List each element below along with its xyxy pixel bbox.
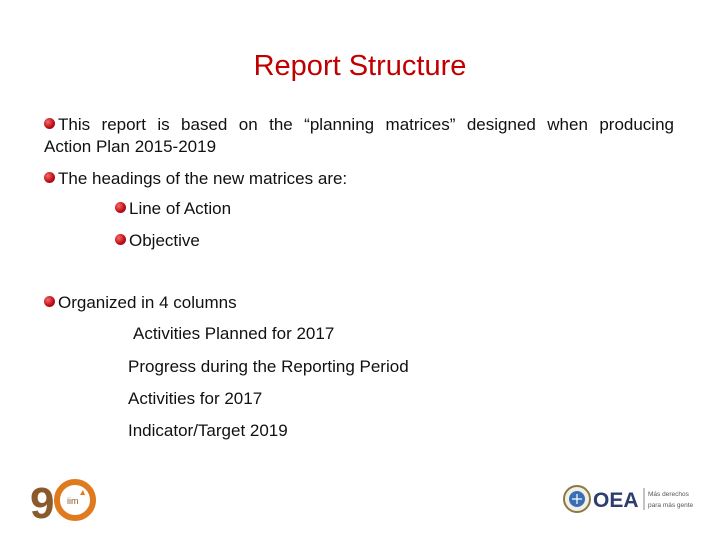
bullet-paragraph-1-line-2: Action Plan 2015-2019	[44, 137, 217, 156]
column-item-4: Indicator/Target 2019	[128, 421, 288, 440]
oea-tagline-2: para más gente	[648, 502, 694, 509]
bullet-paragraph-2-text: The headings of the new matrices are:	[58, 169, 348, 188]
sub-bullet-text: Line of Action	[129, 199, 232, 218]
bullet-paragraph-1	[44, 114, 674, 158]
oea-logo	[562, 483, 694, 515]
logo-figure-icon	[80, 490, 85, 495]
sub-bullet-objective	[115, 230, 200, 252]
sub-bullet-line-of-action	[115, 198, 231, 220]
iim-90-logo	[30, 476, 100, 528]
column-item-1: Activities Planned for 2017	[133, 324, 335, 343]
sub-bullet-text: Objective	[129, 231, 200, 250]
bullet-icon	[44, 172, 55, 183]
oea-text: OEA	[593, 489, 639, 512]
bullet-paragraph-2	[44, 168, 674, 190]
logo-iim-text: iim	[67, 496, 79, 506]
slide-title: Report Structure	[253, 50, 467, 82]
bullet-icon	[44, 118, 55, 129]
column-item-3: Activities for 2017	[128, 389, 263, 408]
bullet-paragraph-3	[44, 292, 674, 314]
column-item-2: Progress during the Reporting Period	[128, 357, 409, 376]
bullet-paragraph-1-text: This report is based on the “planning matrices” designed when producing	[58, 115, 674, 134]
bullet-icon	[44, 296, 55, 307]
bullet-icon	[115, 234, 126, 245]
bullet-paragraph-3-text: Organized in 4 columns	[58, 293, 237, 312]
bullet-icon	[115, 202, 126, 213]
oea-tagline-1: Más derechos	[648, 491, 689, 498]
bullet-paragraph-1-line-1	[44, 114, 674, 136]
logo-90-digit-9: 9	[30, 479, 55, 528]
